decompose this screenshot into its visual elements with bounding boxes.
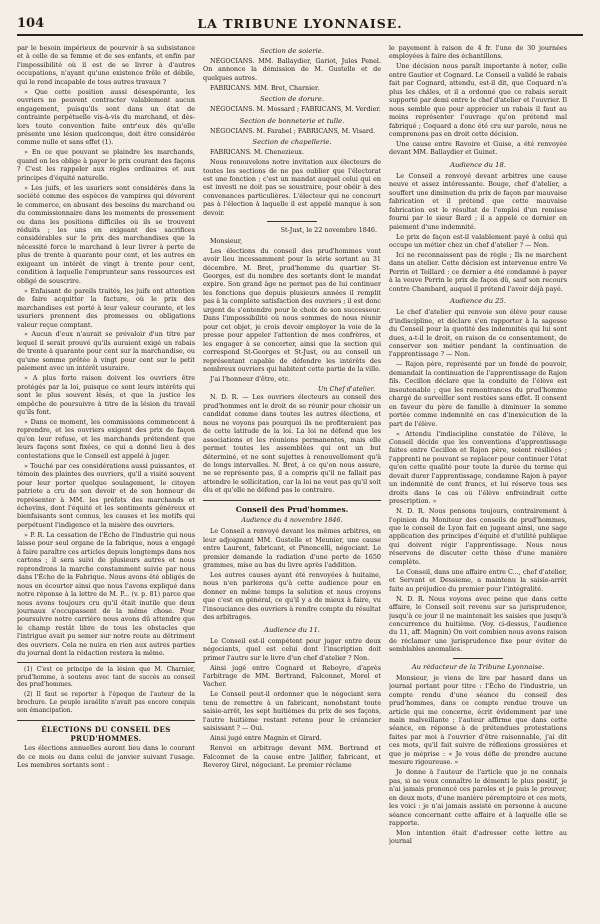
paragraph: « Attendu l'indiscipline constatée de l'élève, le Conseil décide que les conventions d'apprentissage faites entre Cecillon et Rajon père, soient résiliées ; l'apprenti ne pouvant se replacer pour continuer l'état qu'en cette qualité pour toute la durée du terme qui devait durer l'apprentissage, condamne Rajon à payer un indemnité de cent francs, et lui réserve tous ses droits dans le cas où l'élève enfreindrait cette prescription. » bbox=[389, 429, 567, 506]
footnote: (1) C'est ce principe de la lésion que M. Charnier, prud'homme, à soutenu avec tant de succès au conseil des prud'hommes. bbox=[17, 665, 195, 689]
page-number: 104 bbox=[17, 16, 45, 31]
paragraph: Le Conseil est-il compétent pour juger entre deux négociants, quel est celui dont l'inscription doit primer l'autre sur le livre d'un chef d'atelier ? Non. bbox=[203, 636, 381, 662]
paragraph: » En ce que pouvant se plaindre les marchands, quand on les oblige à payer le prix courant des façons ? C'est les rappeler aux règles ordinaires et aux principes d'équité naturelle. bbox=[17, 148, 195, 182]
subheading-bonneterie: Section de bonneterie et tulle. bbox=[239, 116, 345, 125]
member-list: NÉGOCIANS. M. Mossard ; FABRICANS, M. Verdier. bbox=[210, 105, 381, 114]
salutation: Monsieur, bbox=[210, 236, 243, 245]
paragraph: Nous renouvelons notre invitation aux électeurs de toutes les sections de ne pas oublier que l'électorat est une fonction ; c'est un mandat auquel celui qui en est investi ne doit pas se soustraire, pour obéir à des convenances particulières. L'électeur qui ne concourt pas à l'élection à laquelle il est appelé manque à son devoir. bbox=[203, 158, 381, 217]
footnote-rule bbox=[17, 662, 195, 663]
signature: Un Chef d'atelier. bbox=[318, 384, 375, 393]
divider bbox=[453, 658, 503, 659]
section-heading-conseil: Conseil des Prud'hommes. bbox=[203, 500, 381, 515]
paragraph: Mon intention était d'adresser cette lettre au journal bbox=[389, 828, 567, 846]
editor-note: N. D. R. Nous voyons avec peine que dans cette affaire, le Conseil soit revenu sur sa jurisprudence, jusqu'à ce jour il ne maintenait les saisies que jusqu'à concurrence du huitième. (Voy. ci-dessus, l'audience du 11, aff. Magnin) On voit combien nous avons raison de réclamer une jurisprudence fixe pour éviter de semblables anomalies. bbox=[389, 594, 567, 654]
paragraph: » Que cette position aussi désespérante, les ouvriers ne peuvent contracter valablement aucun engagement, puisqu'ils sont dans un état de contrainte perpétuelle vis-à-vis du marchand, et dès-lors toute convention faite entr'eux dès qu'elle présente une lésion quelconque, doit être considérée comme nulle et sans effet (1). bbox=[17, 87, 195, 147]
paragraph: » Touché par ces considérations aussi puissantes, et témoin des plaintes des ouvriers, qu'il a visité souvent pour leur porter quelque soulagement, le citoyen patriote a cru de son devoir et de son honneur de représenter à MM. les préfets des marchands et échevins, dont l'équité et les sentiments généreux et bienfaisants sont connus, les causes et les motifs qui perpétuent l'indigence et la misère des ouvriers. bbox=[17, 461, 195, 529]
paragraph: Ainsi jugé entre Magnin et Girard. bbox=[210, 734, 322, 743]
paragraph: Monsieur, je viens de lire par hasard dans un journal portant pour titre : l'Écho de l'industrie, un compte rendu d'une séance du conseil des prud'hommes, dans ce compte rendue trouve un article qui me concerne, écrit évidemment par une main malveillante ; l'auteur affirme que dans cette séance, en réponse à de prétendues protestations faites par moi à l'ouvrier d'être raisonnable, j'ai dit ces mots, qu'il fait suivre de réflexions grossières et que je méprise : « Je vous défie de prendre aucune mesure rigoureuse. » bbox=[389, 673, 567, 767]
section-heading-elections: ÉLECTIONS DU CONSEIL DES PRUD'HOMMES. bbox=[17, 720, 195, 743]
paragraph: » Les juifs, et les usuriers sont considérés dans la société comme des espèces de vampires qui dévorent le commerce, en abusant des besoins du marchand ou du commissionnaire dans les moments de pressement ou dans les positions difficiles où ils se trouvent réduits ; les uns en exigeant des sacrifices considérables sur le prix des marchandises que la nécessité force le marchand à leur livrer à perte de plus de trente à quarante pour cent, et les autres en exigeant un intérêt de vingt à trente pour cent, condition à laquelle l'emprunteur sans ressources est obligé de souscrire. bbox=[17, 183, 195, 285]
audience-heading: Audience du 25. bbox=[450, 297, 506, 306]
audience-heading: Audience du 11. bbox=[264, 625, 320, 634]
editor-note: » P. R. La cessation de l'Écho de l'industrie qui nous laisse pour seul organe de la fabrique, nous a engagé à faire paraître ces articles depuis longtemps dans nos cartons ; il sera suivi de plusieurs autres et nous reprendrons la marche constamment suivie par nous dans l'Écho de la Fabrique. Nous avons été obligés de nous en écourter ainsi que nous l'avons expliqué dans notre réponse à la lettre de M. P... (v. p. 81) parce que nous avons toujours cru qu'il était inutile que deux journaux s'occupassent de la même chose. Pour poursuivre notre carrière nous avons dû attendre que le champ restât libre de tous les obstacles que l'intrigue avait pu semer sur notre route au détriment des ouvriers. Cela ne nuira en rien aux autres parties du journal dont la rédaction restera la même. bbox=[17, 530, 195, 658]
paragraph: » Enfaisant de pareils traités, les juifs ont attention de faire acquitter la facture, où le prix des marchandises est porté à leur valeur courante, et les usuriers prennent des promesses ou obligations valeur reçue comptant. bbox=[17, 286, 195, 329]
paragraph: Les élections annuelles auront lieu dans le courant de ce mois ou dans celui de janvier suivant l'usage. Les membres sortants sont : bbox=[17, 744, 195, 769]
masthead bbox=[17, 14, 583, 36]
member-list: FABRICANS. MM. Bret, Charnier. bbox=[210, 83, 320, 92]
paragraph: le payement à raison de 4 fr. l'une de 30 journées employées à faire des échantillons. bbox=[389, 44, 567, 61]
paragraph: » Dans ce moment, les commissions commencent à reprendre, et les ouvriers exigent des prix de façon qu'on leur refuse, et les marchands prétendent que leurs façons sont fixées, ce qui a donné lieu à des contestations que le Conseil est appelé à juger. bbox=[17, 417, 195, 460]
divider bbox=[267, 221, 317, 222]
paragraph: Une décision nous paraît importante à noter, celle entre Gautier et Cognard. Le Conseil a validé le rabais fait par Cognard, attendu, est-il dit, que Coquard n'a plus les châles, et il a ordonné que ce rabais serait supporté par demi entre le chef d'atelier et l'ouvrier. Il nous semble que pour apprécier un rabais il faut au moins représenter l'ouvrage qu'on prétend mal fabriqué ; Coquard a donc été cru sur parole, nous ne comprenons pas en droit cette décision. bbox=[389, 62, 567, 139]
newspaper-page bbox=[17, 14, 583, 910]
column-3 bbox=[389, 44, 567, 910]
editor-note: N. D. R. — Les ouvriers électeurs au conseil des prud'hommes ont le droit de se réunir pour choisir un candidat comme dans toutes les autres élections, et nous ne voyons pas pourquoi ils ne profiteraient pas de cette latitude de la loi. La loi ne défend que les associations et les réunions permanentes, mais elle permet toutes les assemblées qui ont un but déterminé, et ne sont sujettes à renouvellement qu'à de longs intervalles. N. Bret, à ce qu'on nous assure, ne se représente pas, il a compris qu'il ne fallait pas attendre le sollicitation, car la loi ne veut pas qu'il soit élu et qu'elle ne défend pas le contraire. bbox=[203, 393, 381, 495]
paragraph: Une cause entre Ravoire et Guise, a été renvoyée devant MM. Ballaydier et Guinet. bbox=[389, 139, 567, 157]
audience-heading: Audience du 18. bbox=[450, 160, 506, 169]
editor-note: N. D. R. Nous pensons toujours, contrairement à l'opinion du Moniteur des conseils de prud'hommes, que le conseil de Lyon fait en jugeant ainsi, une sage application des principes d'équité et d'utilité publique qui doivent régir l'apprentissage. Nous nous réservons de discuter cette thèse d'une manière complète. bbox=[389, 507, 567, 566]
paragraph: Le Conseil a renvoyé devant arbitres une cause neuve et assez intéressante. Bouge, chef d'atelier, a souffert une diminution du prix de façon par mauvaise fabrication et il prétend que cette mauvaise fabrication est le résultat de l'emploi d'un remisse fourni par le sieur Bard ; il a appelé ce dernier en paiement d'une indemnité. bbox=[389, 171, 567, 231]
letter-heading: Au rédacteur de la Tribune Lyonnaise. bbox=[411, 662, 545, 671]
paragraph: Renvoi en arbitrage devant MM. Bertrand et Falconnet de la cause entre Jalifier, fabricant, et Reveroy Girel, négociant. Le premier réclame bbox=[203, 744, 381, 770]
paragraph: Le chef d'atelier qui renvoie son élève pour cause d'indiscipline, et déclare s'en rapporter à la sagesse du Conseil pour la quotité des indemnités qui lui sont dues, a-t-il le droit, en raison de ce consentement, de conserver son métier pendant la continuation de l'apprentissage ? — Non. bbox=[389, 308, 567, 359]
column-2 bbox=[203, 44, 381, 910]
paragraph: Le Conseil a renvoyé devant les mêmes arbitres, en leur adjoignant MM. Gustelle et Meunier, une cause entre Laurent, fabricant, et Pinoncelli, négociant. Le premier demande la radiation d'une perte de 1650 grammes, mise au bas du livre après l'addition. bbox=[203, 527, 381, 570]
closing: J'ai l'honneur d'être, etc. bbox=[210, 374, 291, 383]
paragraph: Ainsi jugé entre Cognard et Reboyre, d'après l'arbitrage de MM. Bertrand, Falconnet, Morel et Vacher. bbox=[203, 663, 381, 689]
audience-date: Audience du 4 novembre 1846. bbox=[241, 515, 343, 524]
paragraph: Le prix de façon est-il valablement payé à celui qui occupe un métier chez un chef d'atelier ? — Non. bbox=[389, 232, 567, 249]
member-list: NÉGOCIANS. M. Farabel ; FABRICANS, M. Visard. bbox=[210, 126, 376, 135]
paragraph: par le besoin impérieux de pourvoir à sa subsistance et à celle de sa femme et de ses enfants, et enfin par l'impossibilité où il est de se livrer à d'autres occupations, n'ayant qu'une existence frêle et débile, qui le rend incapable de tous autres travaux ? bbox=[17, 44, 195, 86]
dateline: St-Just, le 22 novembre 1846. bbox=[280, 226, 377, 235]
paragraph: » A plus forte raison doivent les ouvriers être protégés par la loi, puisque ce sont leurs intérêts qui sont le plus souvent lésés, et que la justice les empêche de poursuivre à titre de la lésion du travail qu'ils font. bbox=[17, 374, 195, 417]
paragraph: » Aucun d'eux n'aurait se prévaloir d'un titre par lequel il serait prouvé qu'ils auraient exigé un rabais de trente à quarante pour cent sur la marchandise, ou qu'une somme prêtée à vingt pour cent sur le petit paiement avec un intérêt usuraire. bbox=[17, 330, 195, 373]
member-list: FABRICANS. M. Chenezieux. bbox=[210, 148, 305, 157]
subheading-chapellerie: Section de chapellerie. bbox=[252, 138, 332, 147]
paragraph: Le Conseil, dans une affaire entre C..., chef d'atelier, et Servant et Dessieme, a maintenu la saisie-arrêt faite au préjudice du premier pour l'intégralité. bbox=[389, 567, 567, 593]
subheading-dorure: Section de dorure. bbox=[259, 95, 325, 104]
paragraph: Les élections du conseil des prud'hommes vont avoir lieu incessamment pour la série sortant au 31 décembre. M. Bret, prud'homme du quartier St-Georges, est du nombre des sortants dont le mandat expire. Son grand âge ne permet pas de lui continuer les fonctions que depuis plusieurs années il remplit pas à la complète satisfaction des ouvriers ; il est donc urgent de s'entendre pour le choix de son successeur. Dans l'impossibilité où nous sommes de nous réunir pour cet objet, je crois devoir employer la voie de la presse pour appeler l'attention de mes confrères, et les engager à se concerter, ainsi que la section qui correspond St-Georges et St-Just, ou au conseil un représentant capable de défendre les intérêts des nombreux ouvriers qui habitent cette partie de la ville. bbox=[203, 246, 381, 373]
column-1 bbox=[17, 44, 195, 910]
footnote: (2) Il faut se reporter à l'époque de l'auteur de la brochure. Le peuple israélite n'avait pas encore conquis son émancipation. bbox=[17, 690, 195, 714]
subheading-soierie: Section de soierie. bbox=[260, 47, 324, 55]
paragraph: Je donne à l'auteur de l'article que je ne connais pas, si ne veux connaître le démenti le plus positif, je n'ai jamais prononcé ces paroles et je puis le prouver, en deux mots, d'une manière péremptoire et ces mots, les voici : je n'ai jamais assisté en personne à aucune séance concernant cette affaire et à laquelle elle se rapporte. bbox=[389, 768, 567, 827]
paragraph: Le Conseil peut-il ordonner que le négociant sera tenu de remettre à un fabricant, nonobstant toute saisie-arrêt, les sept huitièmes du prix de ses façons, l'autre huitième restant retenu pour le créancier saisissant ? — Oui. bbox=[203, 690, 381, 733]
paper-title: LA TRIBUNE LYONNAISE. bbox=[197, 16, 403, 31]
member-list: NÉGOCIANS. MM. Ballaydier, Gariot, Jules Penel. On annonce la démission de M. Gustelle et de quelques autres. bbox=[203, 56, 381, 82]
article-columns bbox=[17, 44, 583, 910]
paragraph: — Rajon père, représenté par un fondé de pouvoir, demandait la continuation de l'apprentissage de Rajon fils. Cecillon déclare que la conduite de l'élève est insoutenable ; que les remontrances du prud'homme chargé de surveiller sont restées sans effet. Il consent en faveur du père de famille à diminuer la somme portée comme indemnité en cas d'inexécution de la part de l'élève. bbox=[389, 360, 567, 428]
paragraph: Les autres causes ayant été renvoyées à huitaine, nous n'en parlerons qu'à cette audience pour en donner en même temps la solution et nous croyons que c'est en général, ce qu'il y a de mieux à faire, vu l'insouciance des ouvriers à rendre compte du résultat des arbitrages. bbox=[203, 571, 381, 622]
paragraph: Ici ne reconnaissent pas de règle ; Ils ne marchent dans un atelier. Cette décision est intervenue entre Ve Perrin et Teillard : ce dernier a été condamné à payer à la veuve Perrin le prix de façon dû, sauf son recours contre Chambard, auquel il prétend l'avoir déjà payé. bbox=[389, 250, 567, 293]
